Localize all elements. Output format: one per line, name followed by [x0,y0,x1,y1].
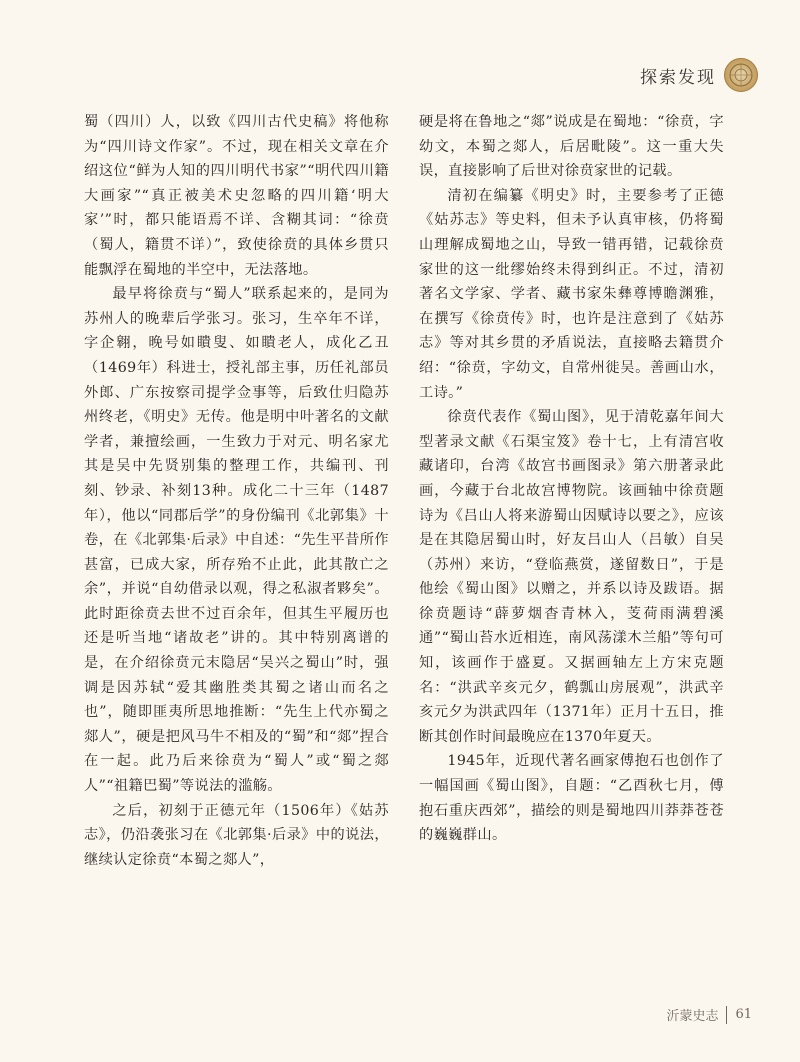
paragraph: 最早将徐贲与“蜀人”联系起来的，是同为苏州人的晚辈后学张习。张习，生卒年不详，字企翱，晚号如瞶叟、如瞶老人，成化乙丑（1469年）科进士，授礼部主事，历任礼部员外郎、广东按察司提学佥事等，后致仕归隐苏州终老，《明史》无传。他是明中叶著名的文献学者，兼擅绘画，一生致力于对元、明名家尤其是吴中先贤别集的整理工作，共编刊、刊刻、钞录、补刻13种。成化二十三年（1487年），他以“同郡后学”的身份编刊《北郭集》十卷，在《北郭集·后录》中自述：“先生平昔所作甚富，已成大家，所存殆不止此，此其散亡之余”，并说“自幼借录以观，得之私淑者夥矣”。此时距徐贲去世不过百余年，但其生平履历也还是听当地“诸故老”讲的。其中特别离谱的是，在介绍徐贲元末隐居“吴兴之蜀山”时，强调是因苏轼“爱其幽胜类其蜀之诸山而名之也”，随即匪夷所思地推断：“先生上代亦蜀之郯人”，硬是把风马牛不相及的“蜀”和“郯”捏合在一起。此乃后来徐贲为“蜀人”或“蜀之郯人”“祖籍巴蜀”等说法的滥觞。 [84,286,389,795]
page-header [640,58,758,92]
paragraph: 徐贲代表作《蜀山图》，见于清乾嘉年间大型著录文献《石渠宝笈》卷十七，上有清宫收藏诸印，台湾《故宫书画图录》第六册著录此画，今藏于台北故宫博物院。该画轴中徐贲题诗为《吕山人将来游蜀山因赋诗以要之》，应该是在其隐居蜀山时，好友吕山人（吕敏）自吴（苏州）来访，“登临燕赏，遂留数日”，于是他绘《蜀山图》以赠之，并系以诗及跋语。据徐贲题诗“薜萝烟杳青林入，芰荷雨满碧溪通”“蜀山苔水近相连，南风荡漾木兰船”等句可知，该画作于盛夏。又据画轴左上方宋克题名：“洪武辛亥元夕，鹤瓢山房展观”，洪武辛亥元夕为洪武四年（1371年）正月十五日，推断其创作时间最晚应在1370年夏天。 [419,409,724,745]
article-body [84,110,724,872]
decorative-emblem-icon [724,58,758,92]
paragraph: 硬是将在鲁地之“郯”说成是在蜀地：“徐贲，字幼文，本蜀之郯人，后居毗陵”。这一重大失误，直接影响了后世对徐贲家世的记载。 [419,114,724,180]
paragraph: 1945年，近现代著名画家傅抱石也创作了一幅国画《蜀山图》，自题：“乙酉秋七月，傅抱石重庆西郊”，描绘的则是蜀地四川莽莽苍苍的巍巍群山。 [419,753,724,844]
page-footer [666,1005,752,1024]
journal-name: 沂蒙史志 [666,1009,719,1024]
footer-divider [726,1006,727,1024]
page-number: 61 [735,1007,752,1022]
right-column [419,110,724,872]
paragraph: 蜀（四川）人，以致《四川古代史稿》将他称为“四川诗文作家”。不过，现在相关文章在介绍这位“鲜为人知的四川明代书家”“明代四川籍大画家”“真正被美术史忽略的四川籍‘明大家’”时，都只能语焉不详、含糊其词：“徐贲（蜀人，籍贯不详）”，致使徐贲的具体乡贯只能飘浮在蜀地的半空中，无法落地。 [84,114,389,278]
paragraph: 之后，初刻于正德元年（1506年）《姑苏志》，仍沿袭张习在《北郭集·后录》中的说法，继续认定徐贲“本蜀之郯人”， [84,802,389,868]
paragraph: 清初在编纂《明史》时，主要参考了正德《姑苏志》等史料，但未予认真审核，仍将蜀山理解成蜀地之山，导致一错再错，记载徐贲家世的这一纰缪始终未得到纠正。不过，清初著名文学家、学者、藏书家朱彝尊博瞻渊雅，在撰写《徐贲传》时，也许是注意到了《姑苏志》等对其乡贯的矛盾说法，直接略去籍贯介绍：“徐贲，字幼文，自常州徙吴。善画山水，工诗。” [419,187,724,401]
section-title: 探索发现 [640,67,716,88]
left-column [84,110,389,872]
